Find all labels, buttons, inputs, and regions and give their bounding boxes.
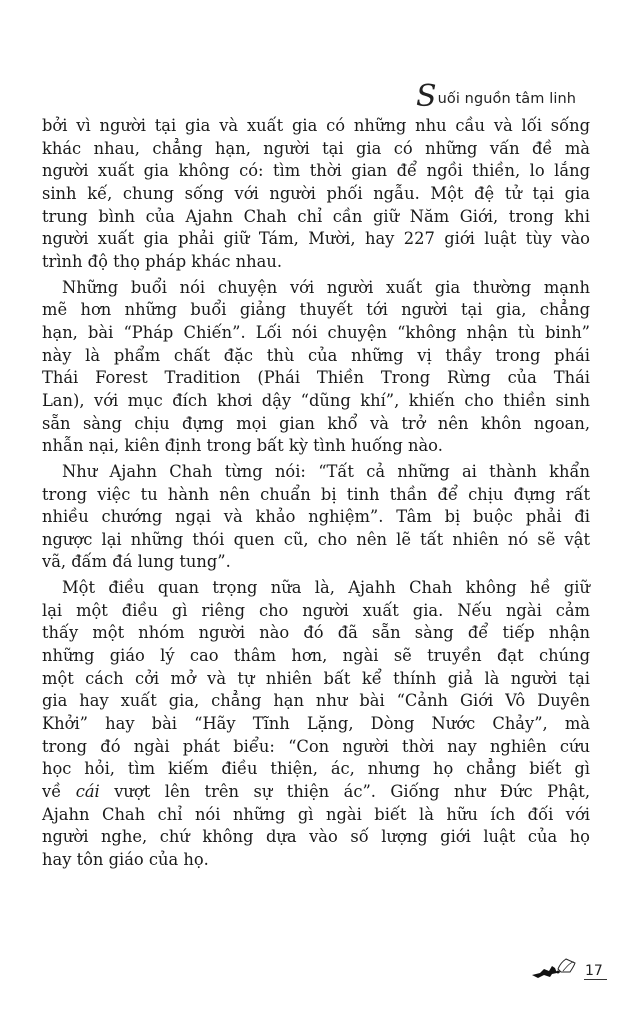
paragraph-1	[42, 115, 590, 274]
text-line: người nghe, chứ không dựa vào số lượng giới luật của họ	[42, 827, 590, 847]
paragraph-3	[42, 461, 590, 574]
text-line: Một điều quan trọng nữa là, Ajahh Chah không hề giữ	[62, 578, 590, 598]
text-line: một cách cởi mở và tự nhiên bất kể thính giả là người tại	[42, 668, 590, 688]
text-line: hay tôn giáo của họ.	[42, 850, 209, 869]
italic-emphasis: cái	[75, 782, 100, 802]
text-line: gia hay xuất gia, chẳng hạn như bài “Cảnh Giới Vô Duyên	[42, 691, 590, 711]
text-line: khác nhau, chẳng hạn, người tại gia có những vấn đề mà	[42, 138, 590, 158]
text-line: vã, đấm đá lung tung”.	[42, 552, 231, 572]
text-line: học hỏi, tìm kiếm điều thiện, ác, nhưng họ chẳng biết gì	[42, 759, 590, 779]
page-body	[42, 115, 590, 875]
text-line: trong việc tu hành nên chuẩn bị tinh thần để chịu đựng rất	[42, 484, 590, 504]
text-segment: vượt lên trên sự thiện ác”. Giống như Đức Phật,	[99, 782, 591, 802]
text-line: Lan), với mục đích khơi dậy “dũng khí”, khiến cho thiền sinh	[42, 390, 590, 410]
calligraphic-flourish-icon	[530, 956, 588, 980]
text-line: Ajahn Chah chỉ nói những gì ngài biết là hữu ích đối với	[42, 804, 590, 824]
running-header	[416, 70, 606, 114]
text-line: trình độ thọ pháp khác nhau.	[42, 251, 282, 271]
running-title: uối nguồn tâm linh	[437, 91, 577, 107]
text-line-with-italic	[42, 781, 590, 804]
text-line: Thái Forest Tradition (Phái Thiền Trong Rừng của Thái	[42, 368, 590, 388]
text-line: Những buổi nói chuyện với người xuất gia thường mạnh	[62, 277, 590, 297]
text-line: nhiều chướng ngại và khảo nghiệm”. Tâm bị buộc phải đi	[42, 507, 590, 527]
text-line: trong đó ngài phát biểu: “Con người thời nay nghiên cứu	[42, 736, 590, 756]
text-line: mẽ hơn những buổi giảng thuyết tới người tại gia, chẳng	[42, 300, 590, 320]
text-line: những giáo lý cao thâm hơn, ngài sẽ truyền đạt chúng	[42, 646, 590, 666]
text-line: nhẫn nại, kiên định trong bất kỳ tình huống nào.	[42, 436, 443, 456]
text-line: người xuất gia không có: tìm thời gian để ngồi thiền, lo lắng	[42, 161, 590, 181]
text-line: trung bình của Ajahn Chah chỉ cần giữ Năm Giới, trong khi	[42, 206, 590, 226]
text-line: Khởi” hay bài “Hãy Tĩnh Lặng, Dòng Nước Chảy”, mà	[42, 714, 590, 734]
text-line: lại một điều gì riêng cho người xuất gia. Nếu ngài cảm	[42, 600, 590, 620]
text-line: hạn, bài “Pháp Chiến”. Lối nói chuyện “không nhận tù binh”	[42, 322, 590, 342]
text-line: sẵn sàng chịu đựng mọi gian khổ và trở nên khôn ngoan,	[42, 413, 590, 433]
text-line: bởi vì người tại gia và xuất gia có những nhu cầu và lối sống	[42, 116, 590, 135]
paragraph-4	[42, 577, 590, 872]
text-line: này là phẩm chất đặc thù của những vị thầy trong phái	[42, 345, 590, 365]
running-title-initial: S	[416, 79, 437, 114]
text-line: Như Ajahn Chah từng nói: “Tất cả những ai thành khẩn	[62, 461, 590, 481]
text-line: sinh kế, chung sống với người phối ngẫu. Một đệ tử tại gia	[42, 183, 590, 203]
text-line: ngược lại những thói quen cũ, cho nên lẽ tất nhiên nó sẽ vật	[42, 529, 590, 549]
paragraph-2	[42, 277, 590, 458]
text-segment: về	[42, 782, 76, 802]
page-number: 17	[584, 963, 607, 980]
page-footer	[530, 950, 610, 980]
text-line: thấy một nhóm người nào đó đã sẵn sàng để tiếp nhận	[42, 623, 590, 643]
text-line: người xuất gia phải giữ Tám, Mười, hay 227 giới luật tùy vào	[42, 229, 590, 249]
